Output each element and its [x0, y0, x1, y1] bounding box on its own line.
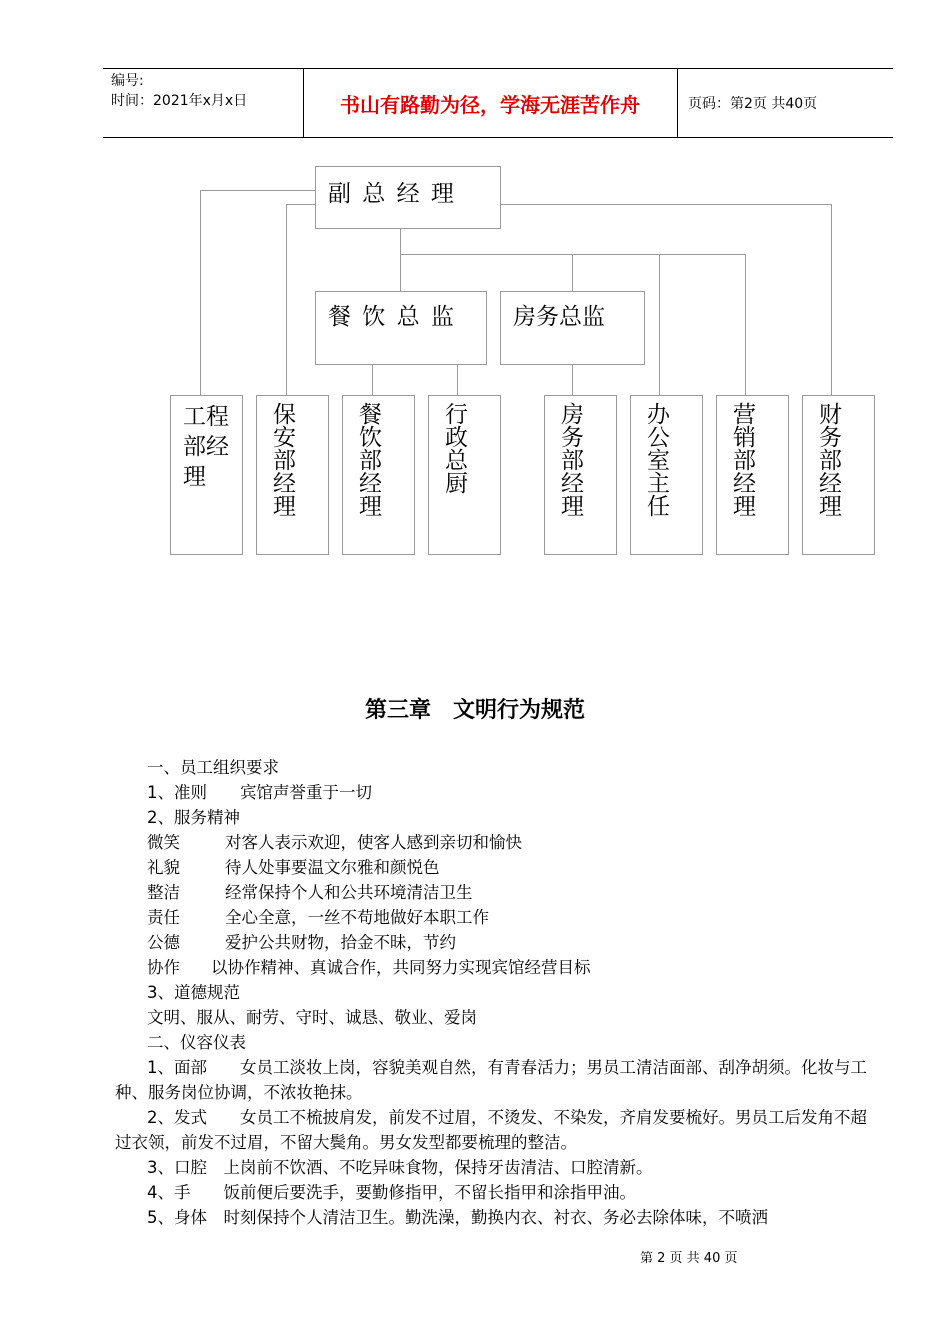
time-label: 时间：2021年x月x日	[111, 93, 248, 109]
spirit-item	[115, 830, 883, 855]
connector	[286, 204, 315, 205]
org-node-label: 办公室主任	[643, 402, 669, 517]
connector	[831, 204, 832, 395]
org-node-label: 营销部经理	[729, 402, 755, 517]
connector	[400, 229, 401, 291]
connector	[745, 254, 746, 395]
spirit-key: 微笑	[147, 833, 180, 852]
chapter-body	[115, 755, 883, 1230]
paragraph: 1、面部 女员工淡妆上岗，容貌美观自然，有青春活力；男员工清洁面部、刮净胡须。化妆与工种、服务岗位协调，不浓妆艳抹。	[115, 1058, 867, 1102]
org-node-label: 房务部经理	[557, 402, 583, 517]
spirit-item	[115, 930, 883, 955]
org-node-office-director	[630, 395, 703, 555]
spirit-item	[115, 905, 883, 930]
spirit-value: 以协作精神、真诚合作，共同努力实现宾馆经营目标	[211, 958, 591, 977]
org-node-label: 餐饮部经理	[355, 402, 381, 517]
org-node-deputy-gm	[315, 166, 501, 229]
connector	[500, 204, 831, 205]
org-node-rooms-director	[500, 291, 645, 365]
org-node-label: 餐 饮 总 监	[328, 304, 456, 330]
org-chart	[0, 0, 950, 600]
connector	[659, 254, 660, 395]
org-node-finance-manager	[802, 395, 875, 555]
org-node-label: 行政总厨	[441, 402, 467, 494]
org-node-label: 工程部经理	[183, 404, 229, 490]
org-node-fb-director	[315, 291, 487, 365]
paragraph: 3、口腔 上岗前不饮酒、不吃异味食物，保持牙齿清洁、口腔清新。	[147, 1158, 653, 1177]
org-node-fb-manager	[342, 395, 415, 555]
org-node-label: 财务部经理	[815, 402, 841, 517]
org-node-engineering-manager	[170, 395, 243, 555]
connector	[200, 190, 201, 395]
paragraph: 2、发式 女员工不梳披肩发，前发不过眉，不烫发、不染发，齐肩发要梳好。男员工后发角不超过衣领，前发不过眉，不留大鬓角。男女发型都要梳理的整洁。	[115, 1108, 867, 1152]
spirit-value: 全心全意，一丝不苟地做好本职工作	[225, 908, 489, 927]
spirit-key: 协作	[147, 958, 180, 977]
spirit-key: 整洁	[147, 883, 180, 902]
spirit-value: 经常保持个人和公共环境清洁卫生	[225, 883, 473, 902]
spirit-item	[115, 880, 883, 905]
spirit-item	[115, 955, 883, 980]
connector	[372, 365, 373, 395]
section-heading: 二、仪容仪表	[147, 1033, 246, 1052]
connector	[572, 365, 573, 395]
text-line: 2、服务精神	[147, 808, 240, 827]
org-node-label: 房务总监	[513, 304, 605, 330]
connector	[572, 254, 573, 292]
org-node-executive-chef	[428, 395, 501, 555]
page-footer: 第 2 页 共 40 页	[640, 1251, 738, 1266]
connector	[286, 204, 287, 395]
org-node-rooms-manager	[544, 395, 617, 555]
text-line: 1、准则 宾馆声誉重于一切	[147, 783, 372, 802]
paragraph: 5、身体 时刻保持个人清洁卫生。勤洗澡，勤换内衣、衬衣、务必去除体味，不喷洒	[147, 1208, 768, 1227]
chapter-title: 第三章 文明行为规范	[364, 698, 585, 723]
org-node-label: 保安部经理	[269, 402, 295, 517]
spirit-item	[115, 855, 883, 880]
connector	[457, 365, 458, 395]
org-node-security-manager	[256, 395, 329, 555]
org-node-label: 副 总 经 理	[328, 181, 456, 207]
paragraph: 4、手 饭前便后要洗手，要勤修指甲，不留长指甲和涂指甲油。	[147, 1183, 636, 1202]
org-node-sales-manager	[716, 395, 789, 555]
spirit-value: 待人处事要温文尔雅和颜悦色	[225, 858, 440, 877]
spirit-key: 责任	[147, 908, 180, 927]
header-motto: 书山有路勤为径，学海无涯苦作舟	[340, 93, 640, 117]
number-label: 编号:	[111, 73, 144, 89]
spirit-value: 对客人表示欢迎，使客人感到亲切和愉快	[225, 833, 522, 852]
section-heading: 一、员工组织要求	[147, 758, 279, 777]
text-line: 文明、服从、耐劳、守时、诚恳、敬业、爱岗	[147, 1008, 477, 1027]
spirit-key: 公德	[147, 933, 180, 952]
spirit-value: 爱护公共财物，拾金不昧，节约	[225, 933, 456, 952]
header-page-label: 页码：第2页 共40页	[688, 96, 818, 112]
spirit-key: 礼貌	[147, 858, 180, 877]
text-line: 3、道德规范	[147, 983, 240, 1002]
connector	[200, 190, 315, 191]
